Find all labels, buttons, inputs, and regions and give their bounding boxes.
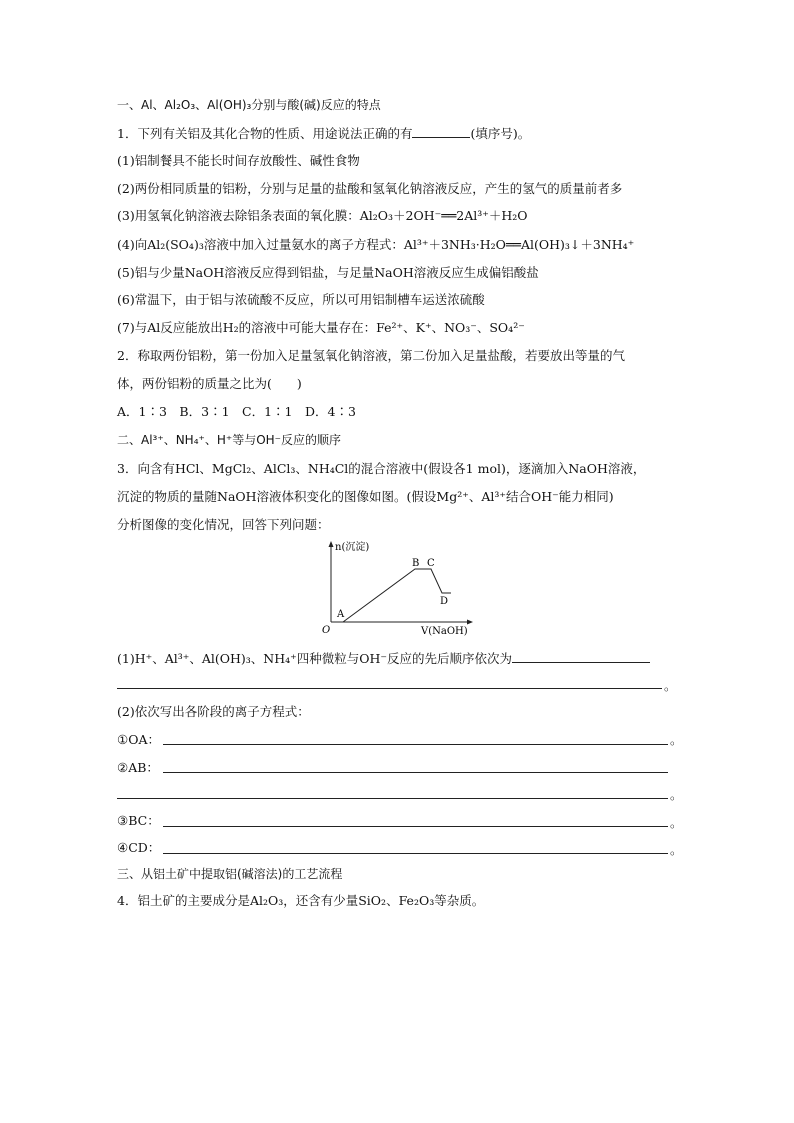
point-c-label: C <box>427 558 435 569</box>
question-3-line-1: 3．向含有HCl、MgCl₂、AlCl₃、NH₄Cl的混合溶液中(假设各1 mol)，逐滴加入NaOH溶液， <box>117 461 646 476</box>
q1-item-5: (5)铝与少量NaOH溶液反应得到铝盐，与足量NaOH溶液反应生成偏铝酸盐 <box>117 265 539 280</box>
q3-sub-1 <box>117 650 650 667</box>
point-a-label: A <box>337 609 345 620</box>
q1-item-7: (7)与Al反应能放出H₂的溶液中可能大量存在：Fe²⁺、K⁺、NO₃⁻、SO₄²⁻ <box>117 320 525 335</box>
answer-blank-q1[interactable] <box>412 125 470 138</box>
step-bc-label: ③BC： <box>117 813 160 828</box>
step-cd-label: ④CD： <box>117 840 161 855</box>
point-b-label: B <box>412 558 420 569</box>
y-axis-arrow <box>329 541 334 547</box>
answer-blank-order-cont[interactable] <box>117 688 662 689</box>
question-1-stem-suffix: (填序号)。 <box>470 126 531 141</box>
question-4-line-1: 4．铝土矿的主要成分是Al₂O₃，还含有少量SiO₂、Fe₂O₃等杂质。 <box>117 893 485 908</box>
period-mark: 。 <box>670 732 683 747</box>
section-heading-1: 一、Al、Al₂O₃、Al(OH)₃分别与酸(碱)反应的特点 <box>117 98 381 112</box>
step-oa-label: ①OA： <box>117 732 160 747</box>
x-axis-arrow <box>467 620 473 625</box>
question-2-line-2: 体，两份铝粉的质量之比为( ) <box>117 376 302 391</box>
answer-blank-bc[interactable] <box>163 826 668 827</box>
y-axis-label: n(沉淀) <box>335 542 370 553</box>
question-2-options: A．1∶3 B．3∶1 C．1∶1 D．4∶3 <box>117 404 356 419</box>
precipitate-curve <box>343 569 451 622</box>
question-2-line-1: 2．称取两份铝粉，第一份加入足量氢氧化钠溶液，第二份加入足量盐酸，若要放出等量的气 <box>117 348 625 363</box>
point-d-label: D <box>440 596 449 607</box>
q1-item-6: (6)常温下，由于铝与浓硫酸不反应，所以可用铝制槽车运送浓硫酸 <box>117 292 485 307</box>
origin-label: O <box>322 625 331 636</box>
q1-item-1: (1)铝制餐具不能长时间存放酸性、碱性食物 <box>117 153 360 168</box>
period-mark: 。 <box>670 842 683 857</box>
answer-blank-order[interactable] <box>512 650 650 663</box>
q3-sub-2: (2)依次写出各阶段的离子方程式： <box>117 704 310 719</box>
q3-sub-1-text: (1)H⁺、Al³⁺、Al(OH)₃、NH₄⁺四种微粒与OH⁻反应的先后顺序依次为 <box>117 651 512 666</box>
section-heading-3: 三、从铝土矿中提取铝(碱溶法)的工艺流程 <box>117 867 343 881</box>
x-axis-label: V(NaOH) <box>421 626 468 637</box>
q1-item-2: (2)两份相同质量的铝粉，分别与足量的盐酸和氢氧化钠溶液反应，产生的氢气的质量前者多 <box>117 181 623 196</box>
q1-item-3: (3)用氢氧化钠溶液去除铝条表面的氧化膜：Al₂O₃＋2OH⁻══2Al³⁺＋H₂O <box>117 208 528 223</box>
answer-blank-ab-cont[interactable] <box>117 798 668 799</box>
question-3-line-2: 沉淀的物质的量随NaOH溶液体积变化的图像如图。(假设Mg²⁺、Al³⁺结合OH⁻能力相同) <box>117 489 614 504</box>
period-mark: 。 <box>670 787 683 802</box>
answer-blank-oa[interactable] <box>163 744 668 745</box>
question-1-stem-text: 1．下列有关铝及其化合物的性质、用途说法正确的有 <box>117 126 413 141</box>
question-1-stem <box>117 125 530 142</box>
period-mark: 。 <box>664 678 677 693</box>
period-mark: 。 <box>670 815 683 830</box>
precipitate-graph <box>320 538 480 638</box>
answer-blank-ab[interactable] <box>163 772 668 773</box>
q1-item-4: (4)向Al₂(SO₄)₃溶液中加入过量氨水的离子方程式：Al³⁺＋3NH₃·H₂O══Al(OH)₃↓＋3NH₄⁺ <box>117 237 635 252</box>
answer-blank-cd[interactable] <box>163 853 668 854</box>
step-ab-label: ②AB： <box>117 760 159 775</box>
question-3-line-3: 分析图像的变化情况，回答下列问题： <box>117 517 330 532</box>
section-heading-2: 二、Al³⁺、NH₄⁺、H⁺等与OH⁻反应的顺序 <box>117 433 341 447</box>
